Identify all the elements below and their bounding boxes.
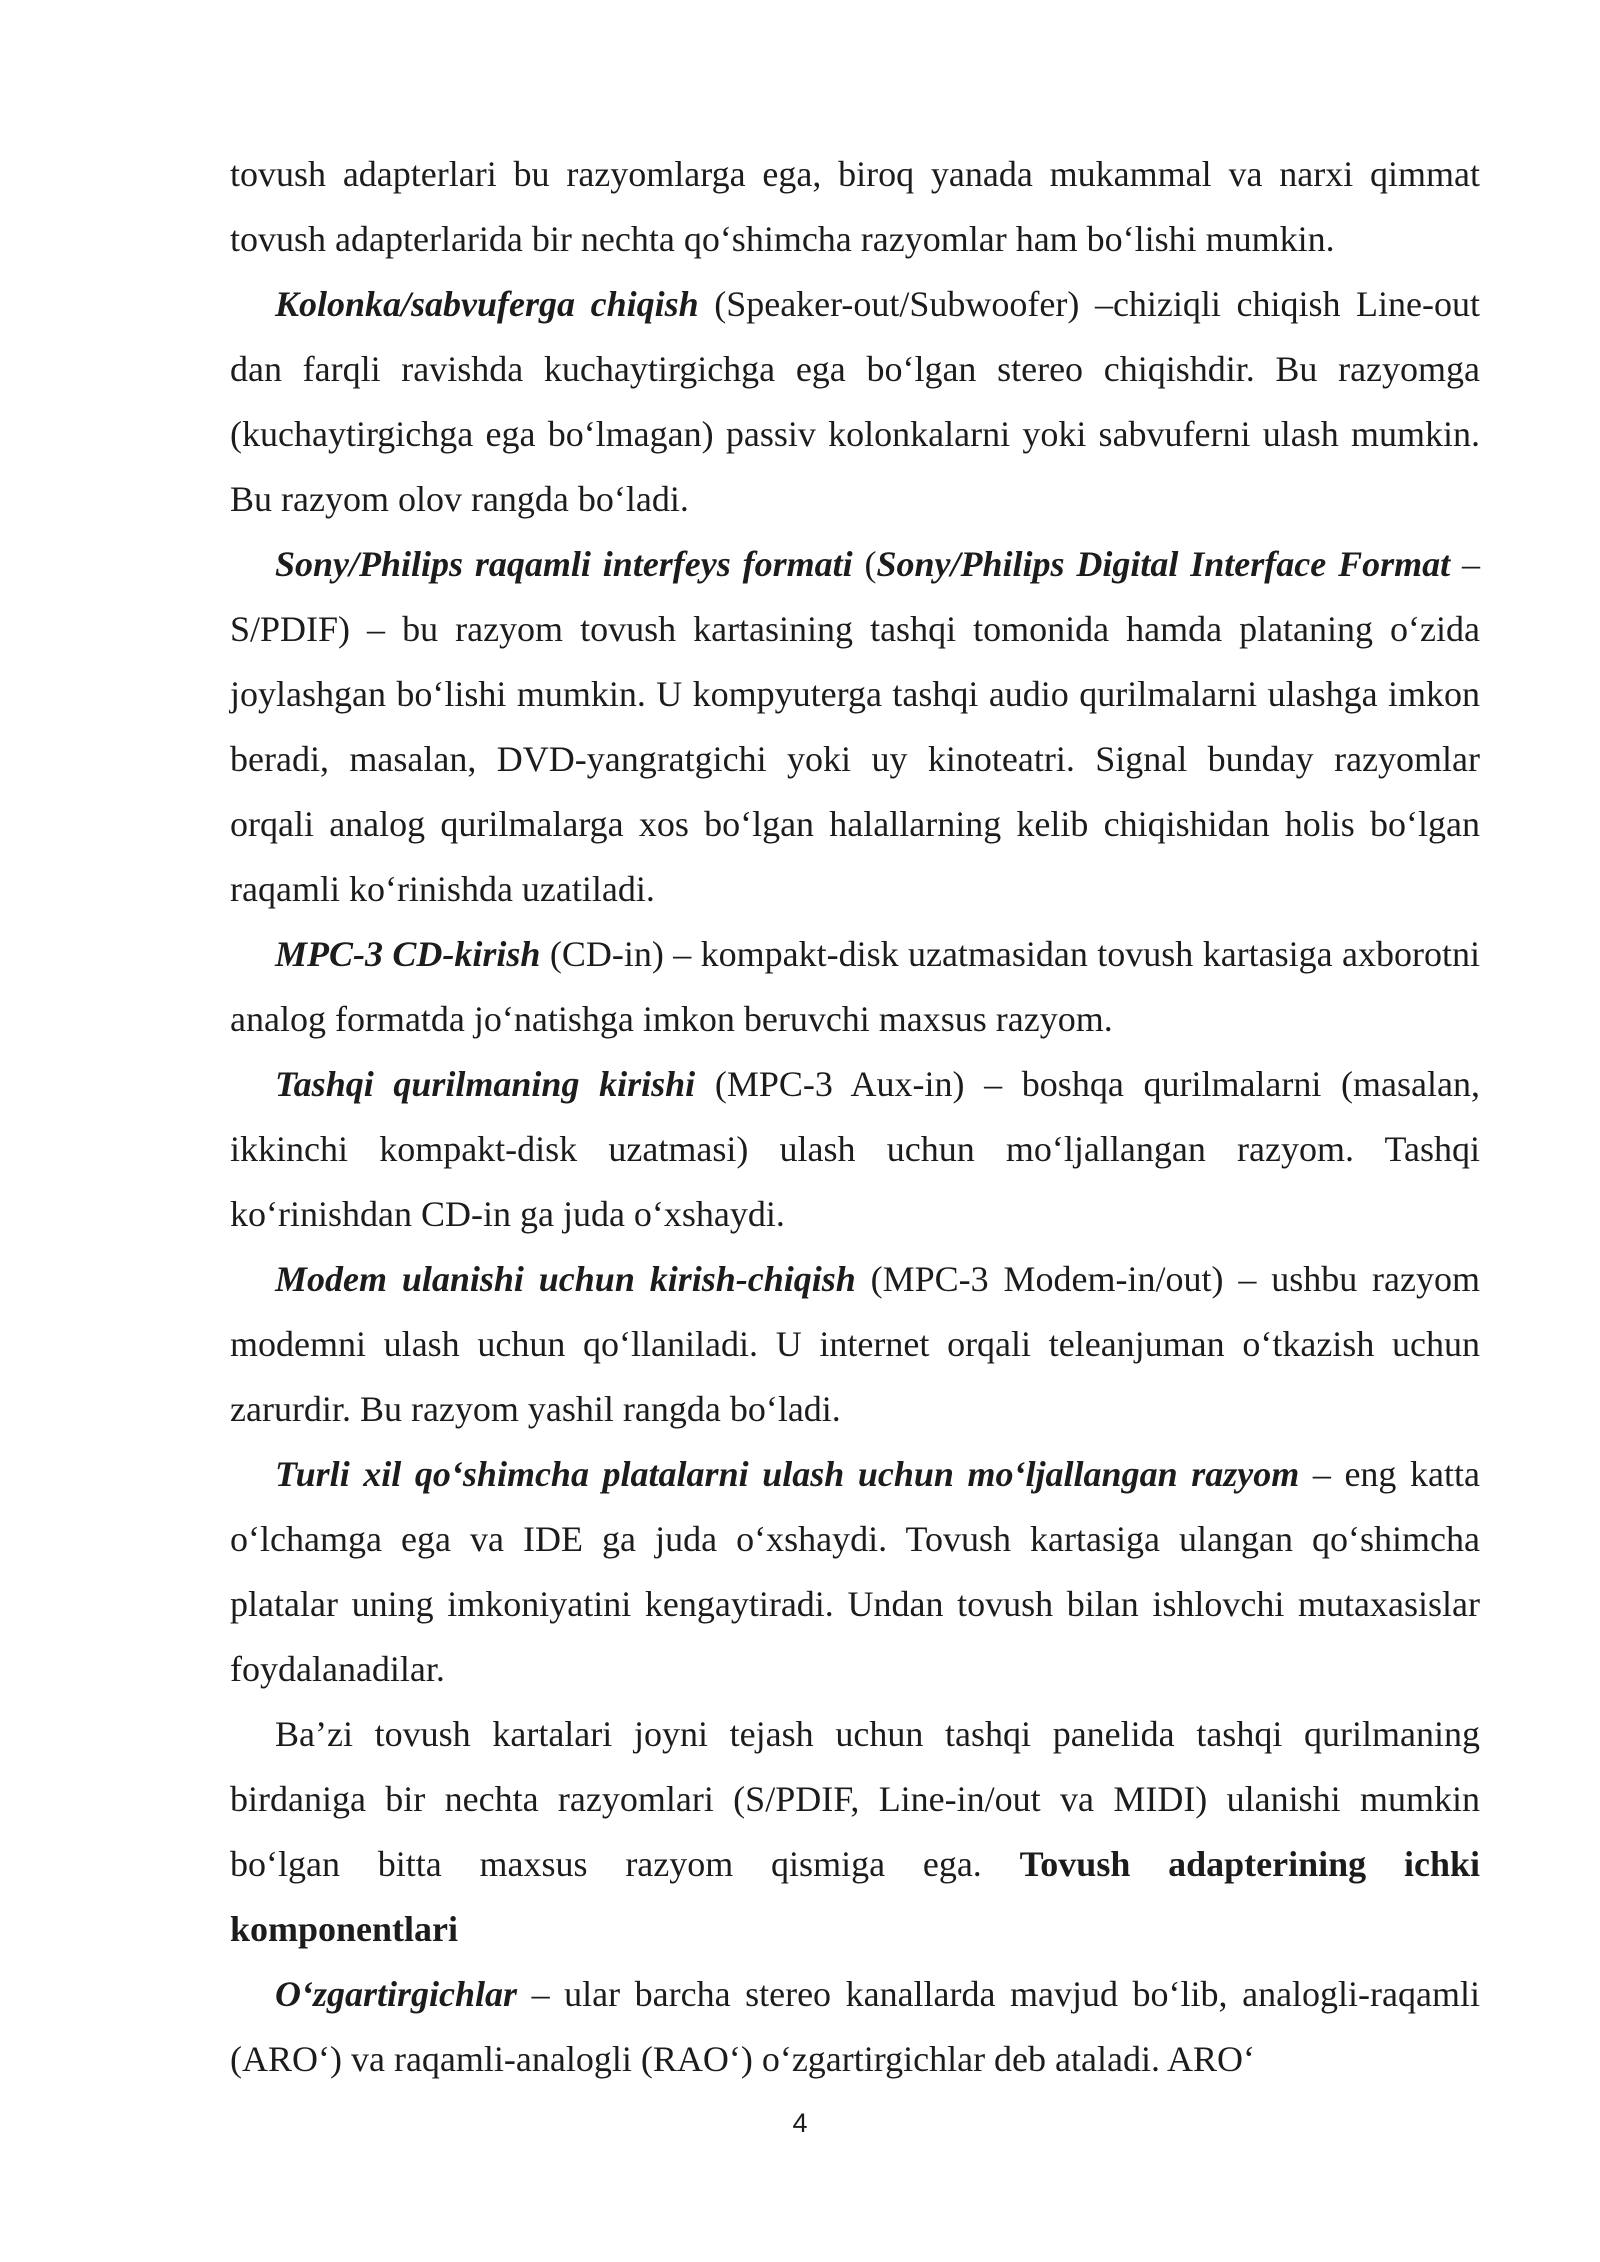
paragraph-text: Ba’zi tovush kartalari joyni tejash uchun tashqi panelida tashqi qurilmaning birdaniga bir nechta razyomlari (S/PDIF, Line-in/out va MIDI) ulanishi mumkin bo‘lgan bitta maxsus razyom qismiga ega.	[230, 1714, 1480, 1884]
paragraph-text: tovush adapterlari bu razyomlarga ega, biroq yanada mukammal va narxi qimmat tovush adapterlarida bir nechta qo‘shimcha razyomlar ham bo‘lishi mumkin.	[230, 154, 1480, 259]
page-body	[230, 142, 1480, 2092]
paragraph-speaker-out	[230, 272, 1480, 532]
term-modem: Modem ulanishi uchun kirish-chiqish	[275, 1259, 856, 1299]
paren-open: (	[852, 544, 877, 584]
term-converters: O‘zgartirgichlar	[275, 1974, 518, 2014]
term-speaker-out: Kolonka/sabvuferga chiqish	[275, 284, 699, 324]
paragraph-modem	[230, 1247, 1480, 1442]
page-number: 4	[792, 2108, 808, 2138]
paragraph-text: (Speaker-out/Subwoofer) –chiziqli chiqish Line-out dan farqli ravishda kuchaytirgichga ega bo‘lgan stereo chiqishdir. Bu razyomga (kuchaytirgichga ega bo‘lmagan) passiv kolonkalarni yoki sabvuferni ulash mumkin. Bu razyom olov rangda bo‘ladi.	[230, 284, 1481, 519]
paragraph-text: (CD-in) – kompakt-disk uzatmasidan tovush kartasiga axborotni analog formatda jo‘natishga imkon beruvchi maxsus razyom.	[230, 934, 1480, 1039]
term-expansion: Turli xil qo‘shimcha platalarni ulash uchun mo‘ljallangan razyom	[275, 1454, 1300, 1494]
section-heading: Tovush adapterining ichki komponentlari	[230, 1844, 1480, 1949]
paragraph-text: – eng katta o‘lchamga ega va IDE ga juda o‘xshaydi. Tovush kartasiga ulangan qo‘shimcha platalar uning imkoniyatini kengaytiradi. Undan tovush bilan ishlovchi mutaxasislar foydalanadilar.	[230, 1454, 1480, 1689]
paragraph-text: – ular barcha stereo kanallarda mavjud bo‘lib, analogli-raqamli (ARO‘) va raqamli-analogli (RAO‘) o‘zgartirgichlar deb ataladi. ARO‘	[230, 1974, 1480, 2079]
term-spdif-english: Sony/Philips Digital Interface Format	[876, 544, 1451, 584]
paragraph-text: – S/PDIF) – bu razyom tovush kartasining tashqi tomonida hamda plataning o‘zida joylashgan bo‘lishi mumkin. U kompyuterga tashqi audio qurilmalarni ulashga imkon beradi, masalan, DVD-yangratgichi yoki uy kinoteatri. Signal bunday razyomlar orqali analog qurilmalarga xos bo‘lgan halallarning kelib chiqishidan holis bo‘lgan raqamli ko‘rinishda uzatiladi.	[230, 544, 1480, 909]
paragraph-cd-in	[230, 922, 1480, 1052]
term-aux-in: Tashqi qurilmaning kirishi	[275, 1064, 696, 1104]
term-cd-in: MPC-3 CD-kirish	[275, 934, 541, 974]
paragraph-spdif	[230, 532, 1480, 922]
paragraph-converters	[230, 1962, 1480, 2092]
paragraph-continuation	[230, 142, 1480, 272]
term-spdif: Sony/Philips raqamli interfeys formati	[275, 544, 853, 584]
paragraph-aux-in	[230, 1052, 1480, 1247]
paragraph-text: (MPC-3 Aux-in) – boshqa qurilmalarni (masalan, ikkinchi kompakt-disk uzatmasi) ulash uchun mo‘ljallangan razyom. Tashqi ko‘rinishdan CD-in ga juda o‘xshaydi.	[230, 1064, 1480, 1234]
paragraph-expansion	[230, 1442, 1480, 1702]
paragraph-text: (MPC-3 Modem-in/out) – ushbu razyom modemni ulash uchun qo‘llaniladi. U internet orqali teleanjuman o‘tkazish uchun zarurdir. Bu razyom yashil rangda bo‘ladi.	[230, 1259, 1481, 1429]
paragraph-external-panel	[230, 1702, 1480, 1962]
